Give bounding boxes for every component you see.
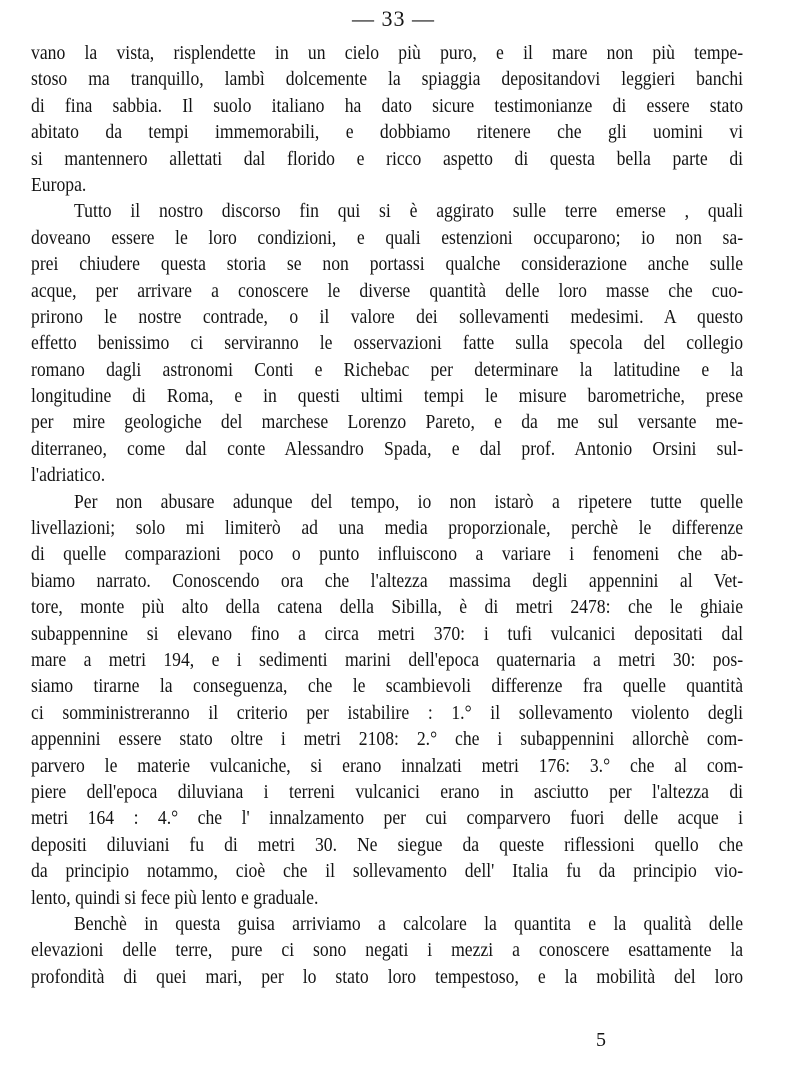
- text-line: siamo tirarne la conseguenza, che le scambievoli differenze fra quelle quantità: [31, 675, 744, 698]
- text-line: ci somministreranno il criterio per istabilire : 1.° il sollevamento violento degli: [31, 701, 744, 724]
- text-line: effetto benissimo ci serviranno le osservazioni fatte sulla specola del collegio: [31, 332, 744, 355]
- text-line: parvero le materie vulcaniche, si erano innalzati metri 176: 3.° che al com-: [31, 754, 744, 777]
- signature-mark: 5: [596, 1029, 606, 1051]
- text-line: appennini essere stato oltre i metri 2108: 2.° che i subappennini allorchè com-: [31, 728, 744, 751]
- text-line: l'adriatico.: [31, 464, 106, 487]
- text-line: acque, per arrivare a conoscere le diverse quantità delle loro masse che cuo-: [31, 279, 744, 302]
- text-line: piere dell'epoca diluviana i terreni vulcanici erano in asciutto per l'altezza di: [31, 780, 744, 803]
- text-line: profondità di quei mari, per lo stato loro tempestoso, e la mobilità del loro: [31, 965, 744, 988]
- text-line: diterraneo, come dal conte Alessandro Spada, e dal prof. Antonio Orsini sul-: [31, 437, 744, 460]
- text-line: romano dagli astronomi Conti e Richebac per determinare la latitudine e la: [31, 358, 744, 381]
- text-line: di quelle comparazioni poco o punto influiscono a variare i fenomeni che ab-: [31, 543, 744, 566]
- text-line: tore, monte più alto della catena della Sibilla, è di metri 2478: che le ghiaie: [31, 596, 744, 619]
- text-line: prirono le nostre contrade, o il valore dei sollevamenti medesimi. A questo: [31, 305, 744, 328]
- text-line: Europa.: [31, 173, 87, 196]
- text-line: stoso ma tranquillo, lambì dolcemente la spiaggia depositandovi leggieri banchi: [31, 68, 744, 91]
- text-line: subappennine si elevano fino a circa metri 370: i tufi vulcanici depositati dal: [31, 622, 744, 645]
- text-line: doveano essere le loro condizioni, e quali estenzioni occuparono; io non sa-: [31, 226, 744, 249]
- text-line: abitato da tempi immemorabili, e dobbiamo ritenere che gli uomini vi: [31, 121, 744, 144]
- text-line: elevazioni delle terre, pure ci sono negati i mezzi a conoscere esattamente la: [31, 939, 744, 962]
- paragraph-per-non-abusare: [31, 489, 743, 911]
- text-line: Benchè in questa guisa arriviamo a calcolare la quantita e la qualità delle: [74, 912, 744, 935]
- paragraph-tutto-il-nostro: [31, 198, 743, 488]
- text-line: biamo narrato. Conoscendo ora che l'altezza massima degli appennini al Vet-: [31, 569, 744, 592]
- text-line: mare a metri 194, e i sedimenti marini dell'epoca quaternaria a metri 30: pos-: [31, 648, 744, 671]
- text-line: longitudine di Roma, e in questi ultimi tempi le misure barometriche, prese: [31, 385, 744, 408]
- text-line: per mire geologiche del marchese Lorenzo Pareto, e da me sul versante me-: [31, 411, 744, 434]
- text-line: di fina sabbia. Il suolo italiano ha dato sicure testimonianze di essere stato: [31, 94, 744, 117]
- text-line: livellazioni; solo mi limiterò ad una media proporzionale, perchè le differenze: [31, 517, 744, 540]
- text-line: si mantennero allettati dal florido e ricco aspetto di questa bella parte di: [31, 147, 744, 170]
- page-number: — 33 —: [352, 6, 435, 31]
- body-text: [31, 40, 743, 990]
- text-line: metri 164 : 4.° che l' innalzamento per cui comparvero fuori delle acque i: [31, 807, 744, 830]
- text-line: vano la vista, risplendette in un cielo più puro, e il mare non più tempe-: [31, 42, 744, 64]
- text-line: da principio notammo, cioè che il sollevamento dell' Italia fu da principio vio-: [31, 860, 744, 883]
- paragraph-continuation: [31, 40, 743, 198]
- text-line: prei chiudere questa storia se non portassi qualche considerazione anche sulle: [31, 253, 744, 276]
- paragraph-benche-in-questa: [31, 911, 743, 990]
- text-line: Per non abusare adunque del tempo, io non istarò a ripetere tutte quelle: [74, 490, 744, 513]
- text-line: Tutto il nostro discorso fin qui si è aggirato sulle terre emerse , quali: [74, 200, 744, 223]
- text-line: depositi diluviani fu di metri 30. Ne siegue da queste riflessioni quello che: [31, 833, 744, 856]
- text-line: lento, quindi si fece più lento e graduale.: [31, 886, 319, 909]
